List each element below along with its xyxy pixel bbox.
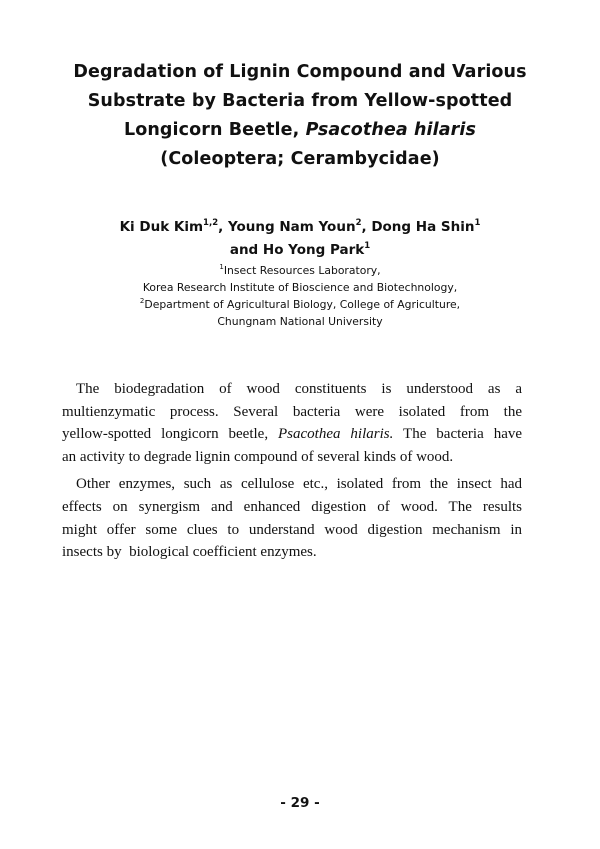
title-line-4: (Coleoptera; Cerambycidae)	[160, 149, 440, 169]
author-name: Dong Ha Shin	[371, 219, 475, 235]
abstract-line: insects by biological coefficient enzymes.	[62, 544, 317, 561]
title-species-name: Psacothea hilaris	[305, 120, 477, 140]
affiliation-text: Insect Resources Laboratory,	[223, 264, 381, 277]
affiliation-mark: 2	[139, 297, 145, 305]
abstract	[62, 378, 522, 564]
author-line-2	[40, 239, 560, 262]
page-number: - 29 -	[280, 795, 320, 811]
species-name: Psacothea hilaris.	[278, 426, 394, 443]
abstract-line: effects on synergism and enhanced digestion of wood. The results	[62, 498, 522, 515]
abstract-paragraph-1	[62, 378, 522, 468]
title-line-3	[40, 116, 560, 145]
paper-title	[40, 58, 560, 174]
abstract-line: an activity to degrade lignin compound of several kinds of wood.	[62, 448, 454, 465]
affiliation-line: Chungnam National University	[217, 315, 383, 328]
abstract-text: yellow-spotted longicorn beetle,	[62, 426, 279, 443]
author-line-1	[40, 216, 560, 239]
author-name: Young Nam Youn	[227, 219, 356, 235]
author-separator: ,	[218, 219, 228, 235]
author-name: and Ho Yong Park	[229, 242, 365, 258]
abstract-line: The biodegradation of wood constituents is understood as a	[76, 381, 522, 397]
author-name: Ki Duk Kim	[119, 219, 204, 235]
author-separator: ,	[361, 219, 372, 235]
title-line-2: Substrate by Bacteria from Yellow-spotted	[87, 91, 513, 111]
author-affiliation-mark: 2	[355, 218, 362, 228]
abstract-text: The bacteria have	[393, 426, 523, 443]
affiliation-line: Korea Research Institute of Bioscience and Biotechnology,	[142, 281, 458, 294]
abstract-line	[62, 423, 522, 446]
author-affiliation-mark: 1	[364, 241, 371, 251]
affiliation-text: Department of Agricultural Biology, College of Agriculture,	[144, 298, 461, 311]
author-list	[40, 216, 560, 262]
affiliation-line	[40, 262, 560, 279]
abstract-line: might offer some clues to understand wood digestion mechanism in	[62, 521, 522, 538]
affiliations	[40, 262, 560, 330]
abstract-line: multienzymatic process. Several bacteria were isolated from the	[62, 403, 522, 420]
title-line-3-prefix: Longicorn Beetle,	[123, 120, 306, 140]
title-line-1: Degradation of Lignin Compound and Various	[73, 62, 527, 82]
author-affiliation-mark: 1	[474, 218, 481, 228]
affiliation-mark: 1	[219, 263, 224, 271]
abstract-line: Other enzymes, such as cellulose etc., isolated from the insect had	[76, 476, 522, 493]
affiliation-line	[40, 296, 560, 313]
author-affiliation-mark: 1,2	[203, 218, 219, 228]
abstract-paragraph-2	[62, 473, 522, 563]
